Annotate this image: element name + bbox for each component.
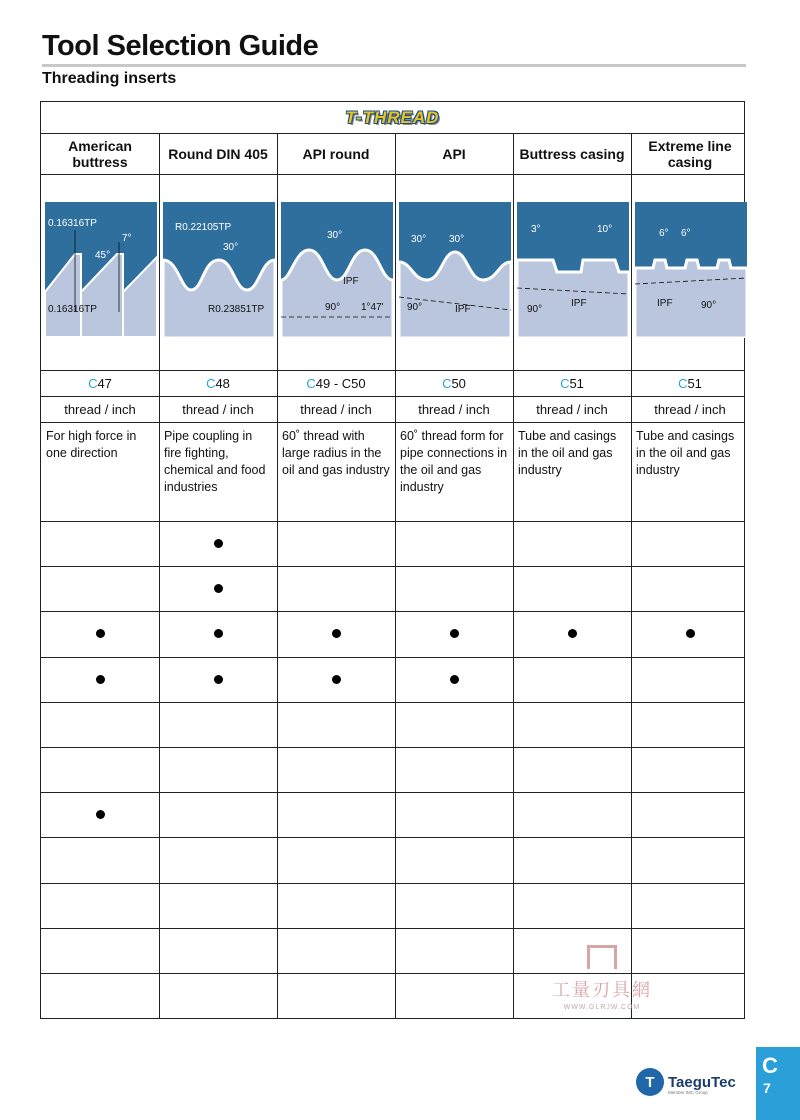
d3-label-a: 30° <box>327 230 343 241</box>
suitability-dot <box>513 611 631 656</box>
d2-label-a: R0.22105TP <box>175 222 232 233</box>
d5-label-a: 3° <box>531 224 541 235</box>
application-description <box>513 422 631 521</box>
application-description <box>277 422 395 521</box>
catalog-prefix: C <box>88 375 98 391</box>
catalog-page: 51 <box>569 375 584 391</box>
page-title: Tool Selection Guide <box>42 30 319 62</box>
catalog-prefix: C <box>442 375 452 391</box>
suitability-dot <box>631 611 749 656</box>
column-header <box>631 133 749 174</box>
title-divider <box>42 64 746 67</box>
row-divider <box>41 174 744 175</box>
d6-label-a: 6° <box>659 228 669 239</box>
thread-unit <box>159 396 277 422</box>
bullet-icon <box>96 675 105 684</box>
api-thread-profile-icon <box>399 202 511 338</box>
d4-label-a: 30° <box>411 234 427 245</box>
row-divider <box>41 521 744 522</box>
thread-unit <box>513 396 631 422</box>
bullet-icon <box>686 629 695 638</box>
page-subtitle: Threading inserts <box>42 70 177 87</box>
column-header-label: Round DIN 405 <box>168 145 268 162</box>
t-thread-logo: T-THREAD <box>345 107 440 127</box>
row-divider <box>41 702 744 703</box>
column-divider <box>513 133 514 1018</box>
application-description <box>631 422 749 521</box>
catalog-page: 51 <box>687 375 702 391</box>
thread-unit-label: thread / inch <box>418 401 490 417</box>
section-tab-letter: C <box>762 1053 778 1078</box>
thread-unit-label: thread / inch <box>654 401 726 417</box>
api-round-thread-profile-icon <box>281 202 393 338</box>
thread-unit <box>395 396 513 422</box>
application-description <box>159 422 277 521</box>
taegutec-logo-icon: T <box>636 1068 664 1096</box>
catalog-page: 49 - C50 <box>315 375 366 391</box>
bullet-icon <box>332 675 341 684</box>
column-header-label: API round <box>302 145 370 162</box>
suitability-dot <box>159 566 277 611</box>
d5-label-d: IPF <box>571 298 587 309</box>
catalog-page-ref <box>277 370 395 396</box>
column-header <box>277 133 395 174</box>
suitability-dot <box>395 611 513 656</box>
suitability-dot <box>159 521 277 566</box>
d1-label-d: 0.16316TP <box>48 304 97 315</box>
bullet-icon <box>450 629 459 638</box>
d6-label-c: IPF <box>657 298 673 309</box>
catalog-page-ref <box>41 370 159 396</box>
d3-label-d: 1°47' <box>361 302 384 313</box>
row-divider <box>41 928 744 929</box>
column-header <box>395 133 513 174</box>
catalog-page-ref <box>395 370 513 396</box>
watermark-chinese: 工量刃具網 <box>552 980 652 1000</box>
section-tab <box>756 1047 800 1120</box>
catalog-prefix: C <box>206 375 216 391</box>
d4-label-b: 30° <box>449 234 465 245</box>
d2-label-c: R0.23851TP <box>208 304 265 315</box>
d1-label-a: 0.16316TP <box>48 218 97 229</box>
bullet-icon <box>214 675 223 684</box>
suitability-dot <box>41 657 159 702</box>
column-header-label: American buttress <box>68 137 132 170</box>
thread-unit-label: thread / inch <box>182 401 254 417</box>
description-text: 60˚ thread with large radius in the oil and gas industry <box>282 429 390 477</box>
bullet-icon <box>568 629 577 638</box>
d1-label-b: 7° <box>122 233 132 244</box>
application-description <box>395 422 513 521</box>
bullet-icon <box>450 675 459 684</box>
column-header <box>159 133 277 174</box>
bullet-icon <box>96 810 105 819</box>
catalog-prefix: C <box>306 375 316 391</box>
catalog-page-ref <box>631 370 749 396</box>
column-divider <box>395 133 396 1018</box>
d5-label-b: 10° <box>597 224 613 235</box>
thread-unit <box>277 396 395 422</box>
catalog-page-ref <box>159 370 277 396</box>
column-header-label: Extreme line casing <box>648 137 732 170</box>
taegutec-brand <box>636 1068 736 1096</box>
suitability-dot <box>159 611 277 656</box>
d3-label-c: 90° <box>325 302 341 313</box>
round-din405-thread-profile-icon <box>163 202 275 338</box>
suitability-dot <box>41 792 159 837</box>
catalog-page: 47 <box>97 375 112 391</box>
d6-label-d: 90° <box>701 300 717 311</box>
suitability-dot <box>159 657 277 702</box>
t-thread-logo-band <box>41 102 744 134</box>
d4-label-d: IPF <box>455 304 471 315</box>
bullet-icon <box>332 629 341 638</box>
d3-label-b: IPF <box>343 276 359 287</box>
brand-subtitle: Member IMC Group <box>668 1090 708 1095</box>
application-description <box>41 422 159 521</box>
column-divider <box>631 133 632 1018</box>
column-divider <box>277 133 278 1018</box>
american-buttress-thread-profile-icon <box>45 202 157 338</box>
bullet-icon <box>214 629 223 638</box>
bullet-icon <box>214 539 223 548</box>
suitability-dot <box>277 657 395 702</box>
thread-unit <box>41 396 159 422</box>
bullet-icon <box>96 629 105 638</box>
d4-label-c: 90° <box>407 302 423 313</box>
watermark <box>532 945 672 1011</box>
thread-unit-label: thread / inch <box>64 401 136 417</box>
brand-name: TaeguTec <box>668 1073 736 1091</box>
thread-unit <box>631 396 749 422</box>
d1-label-c: 45° <box>95 250 111 261</box>
column-header <box>41 133 159 174</box>
thread-unit-label: thread / inch <box>536 401 608 417</box>
catalog-prefix: C <box>560 375 570 391</box>
page-number: 7 <box>763 1080 771 1096</box>
description-text: 60˚ thread form for pipe connections in the oil and gas industry <box>400 429 508 494</box>
column-header-label: Buttress casing <box>519 145 625 162</box>
catalog-page: 50 <box>451 375 466 391</box>
d6-label-b: 6° <box>681 228 691 239</box>
catalog-page: 48 <box>215 375 230 391</box>
suitability-dot <box>395 657 513 702</box>
buttress-casing-thread-profile-icon <box>517 202 629 338</box>
description-text: Pipe coupling in fire fighting, chemical and food industries <box>164 429 266 494</box>
description-text: For high force in one direction <box>46 429 137 460</box>
watermark-logo-icon <box>587 945 617 969</box>
thread-unit-label: thread / inch <box>300 401 372 417</box>
d5-label-c: 90° <box>527 304 543 315</box>
catalog-prefix: C <box>678 375 688 391</box>
row-divider <box>41 837 744 838</box>
selection-table <box>40 101 745 1019</box>
column-header-label: API <box>442 145 466 162</box>
d2-label-b: 30° <box>223 242 239 253</box>
bullet-icon <box>214 584 223 593</box>
row-divider <box>41 566 744 567</box>
extreme-line-casing-thread-profile-icon <box>635 202 747 338</box>
catalog-page-ref <box>513 370 631 396</box>
description-text: Tube and casings in the oil and gas industry <box>636 429 735 477</box>
row-divider <box>41 883 744 884</box>
column-header <box>513 133 631 174</box>
description-text: Tube and casings in the oil and gas industry <box>518 429 617 477</box>
suitability-dot <box>41 611 159 656</box>
watermark-url: WWW.GLRJW.COM <box>563 1004 641 1011</box>
suitability-dot <box>277 611 395 656</box>
row-divider <box>41 747 744 748</box>
